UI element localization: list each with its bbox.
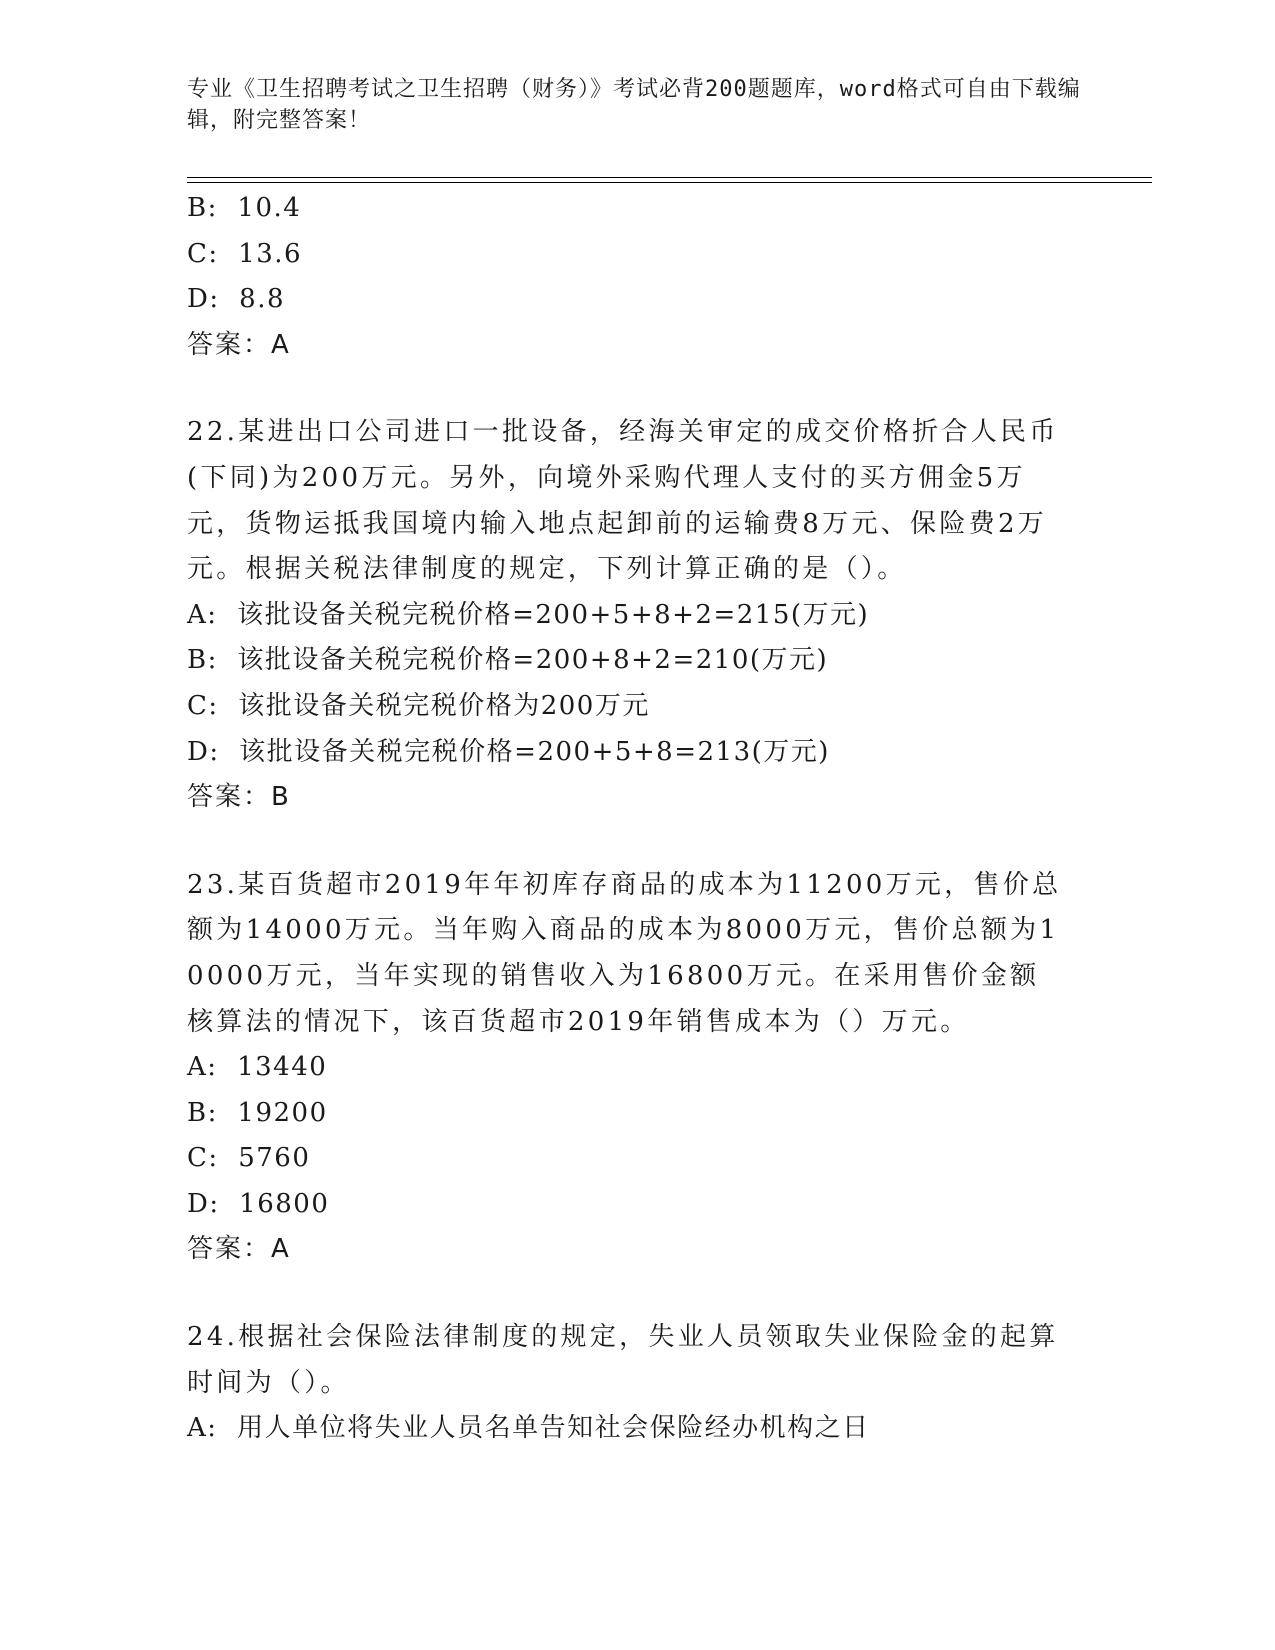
question-list (187, 186, 1087, 1452)
option-line: D: 8.8 (187, 284, 286, 315)
option-line: B: 该批设备关税完税价格=200+8+2=210(万元) (187, 645, 829, 676)
header-rule-bottom (187, 182, 1152, 183)
option-line: D: 16800 (187, 1188, 330, 1219)
document-header (187, 74, 1087, 136)
question-stem: 24.根据社会保险法律制度的规定，失业人员领取失业保险金的起算时间为（）。 (187, 1322, 1059, 1398)
header-title: 专业《卫生招聘考试之卫生招聘（财务）》考试必背200题题库，word格式可自由下载编辑，附完整答案！ (187, 77, 1081, 133)
question-block (187, 410, 1087, 820)
option-line: D: 该批设备关税完税价格=200+5+8=213(万元) (187, 736, 830, 767)
option-line: A: 13440 (187, 1052, 328, 1083)
option-line: B: 19200 (187, 1097, 328, 1128)
answer-line: 答案：A (187, 1234, 291, 1265)
option-line: A: 该批设备关税完税价格=200+5+8+2=215(万元) (187, 599, 870, 630)
option-line: C: 该批设备关税完税价格为200万元 (187, 690, 650, 721)
answer-line: 答案：A (187, 329, 291, 360)
header-rule-top (187, 177, 1152, 178)
carry-over-block (187, 186, 1087, 368)
option-line: A: 用人单位将失业人员名单告知社会保险经办机构之日 (187, 1413, 870, 1444)
option-line: C: 13.6 (187, 238, 303, 269)
question-stem: 22.某进出口公司进口一批设备，经海关审定的成交价格折合人民币(下同)为200万元。另外，向境外采购代理人支付的买方佣金5万元，货物运抵我国境内输入地点起卸前的运输费8万元、保险费2万元。根据关税法律制度的规定，下列计算正确的是（）。 (187, 417, 1059, 585)
question-stem: 23.某百货超市2019年年初库存商品的成本为11200万元，售价总额为14000万元。当年购入商品的成本为8000万元，售价总额为10000万元，当年实现的销售收入为16800万元。在采用售价金额核算法的情况下，该百货超市2019年销售成本为（）万元。 (187, 869, 1062, 1037)
option-line: B: 10.4 (187, 193, 302, 223)
question-block (187, 1315, 1087, 1452)
option-line: C: 5760 (187, 1143, 311, 1174)
answer-line: 答案：B (187, 782, 291, 813)
question-block (187, 863, 1087, 1273)
